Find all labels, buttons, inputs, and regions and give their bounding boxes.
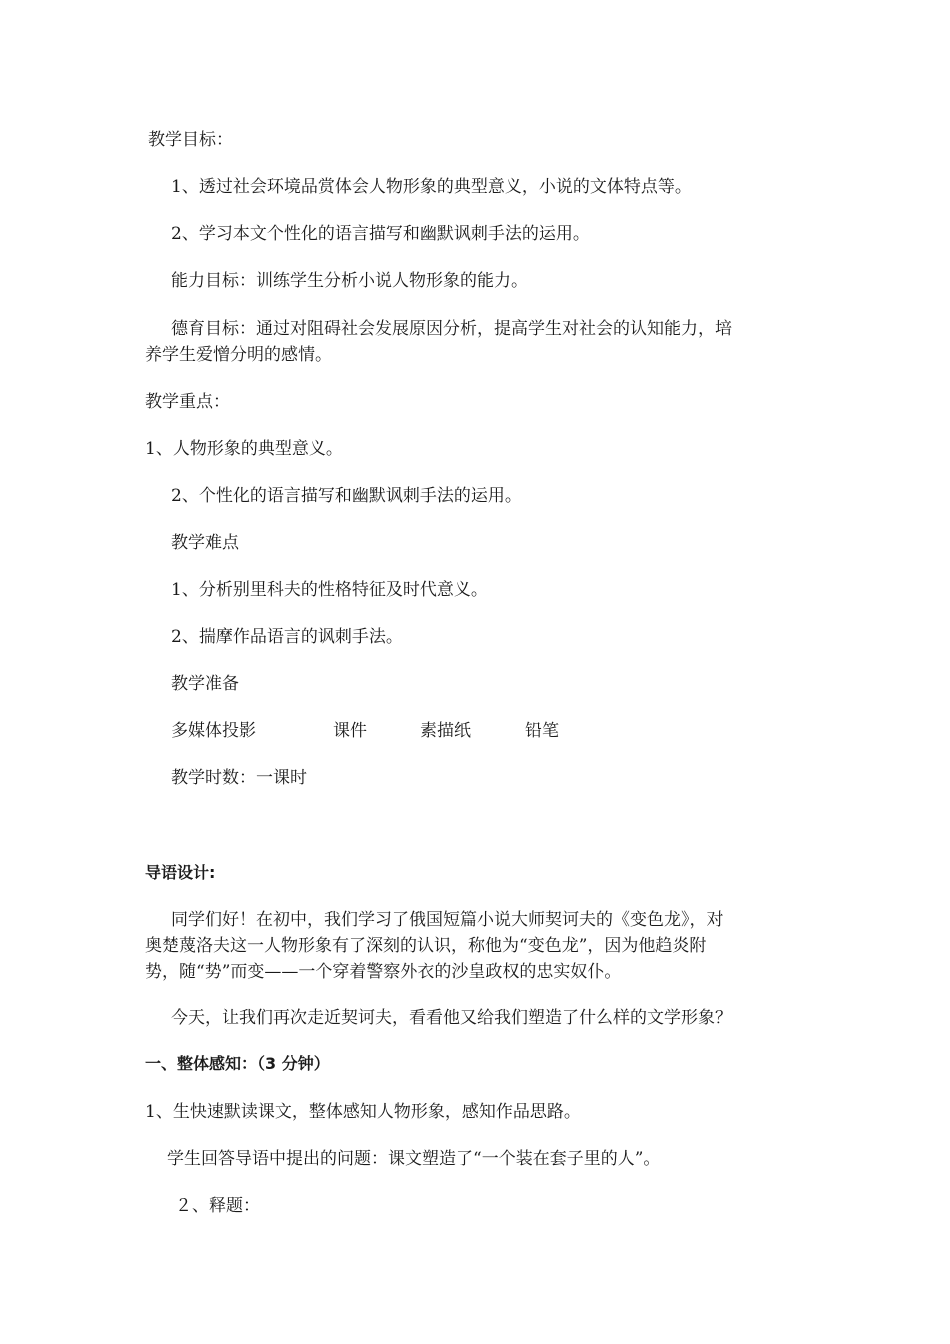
- prep-tool-projector: 多媒体投影: [171, 721, 256, 741]
- intro-para1-line-3: 势，随“势”而变——一个穿着警察外衣的沙皇政权的忠实奴仆。: [145, 962, 622, 982]
- section1-item-1: 1、生快速默读课文，整体感知人物形象，感知作品思路。: [145, 1102, 581, 1122]
- teaching-goals-heading: 教学目标：: [148, 130, 233, 150]
- difficulty-item-2: 2、揣摩作品语言的讽刺手法。: [171, 627, 403, 647]
- section1-item-2: ２、释题：: [175, 1196, 260, 1216]
- key-point-item-2: 2、个性化的语言描写和幽默讽刺手法的运用。: [171, 486, 522, 506]
- ability-goal: 能力目标：训练学生分析小说人物形象的能力。: [171, 271, 528, 291]
- key-point-item-1: 1、人物形象的典型意义。: [145, 439, 343, 459]
- moral-goal-line-2: 养学生爱憎分明的感情。: [145, 345, 332, 365]
- key-points-heading: 教学重点：: [145, 392, 230, 412]
- goal-item-1: 1、透过社会环境品赏体会人物形象的典型意义，小说的文体特点等。: [171, 177, 692, 197]
- section1-heading: 一、整体感知：（3 分钟）: [145, 1054, 330, 1073]
- moral-goal-line-1: 德育目标：通过对阻碍社会发展原因分析，提高学生对社会的认知能力，培: [171, 319, 732, 339]
- intro-para2: 今天，让我们再次走近契诃夫，看看他又给我们塑造了什么样的文学形象？: [171, 1008, 732, 1028]
- difficulties-heading: 教学难点: [171, 533, 239, 553]
- preparation-heading: 教学准备: [171, 674, 239, 694]
- intro-heading: 导语设计:: [145, 863, 216, 882]
- difficulty-item-1: 1、分析别里科夫的性格特征及时代意义。: [171, 580, 488, 600]
- prep-tool-courseware: 课件: [333, 721, 367, 741]
- prep-tool-sketch-paper: 素描纸: [420, 721, 471, 741]
- prep-tool-pencil: 铅笔: [525, 721, 559, 741]
- intro-para1-line-2: 奥楚蔑洛夫这一人物形象有了深刻的认识，称他为“变色龙”，因为他趋炎附: [145, 936, 707, 956]
- teaching-hours: 教学时数：一课时: [171, 768, 307, 788]
- section1-answer: 学生回答导语中提出的问题：课文塑造了“一个装在套子里的人”。: [167, 1149, 661, 1169]
- goal-item-2: 2、学习本文个性化的语言描写和幽默讽刺手法的运用。: [171, 224, 590, 244]
- intro-para1-line-1: 同学们好！在初中，我们学习了俄国短篇小说大师契诃夫的《变色龙》，对: [171, 910, 724, 930]
